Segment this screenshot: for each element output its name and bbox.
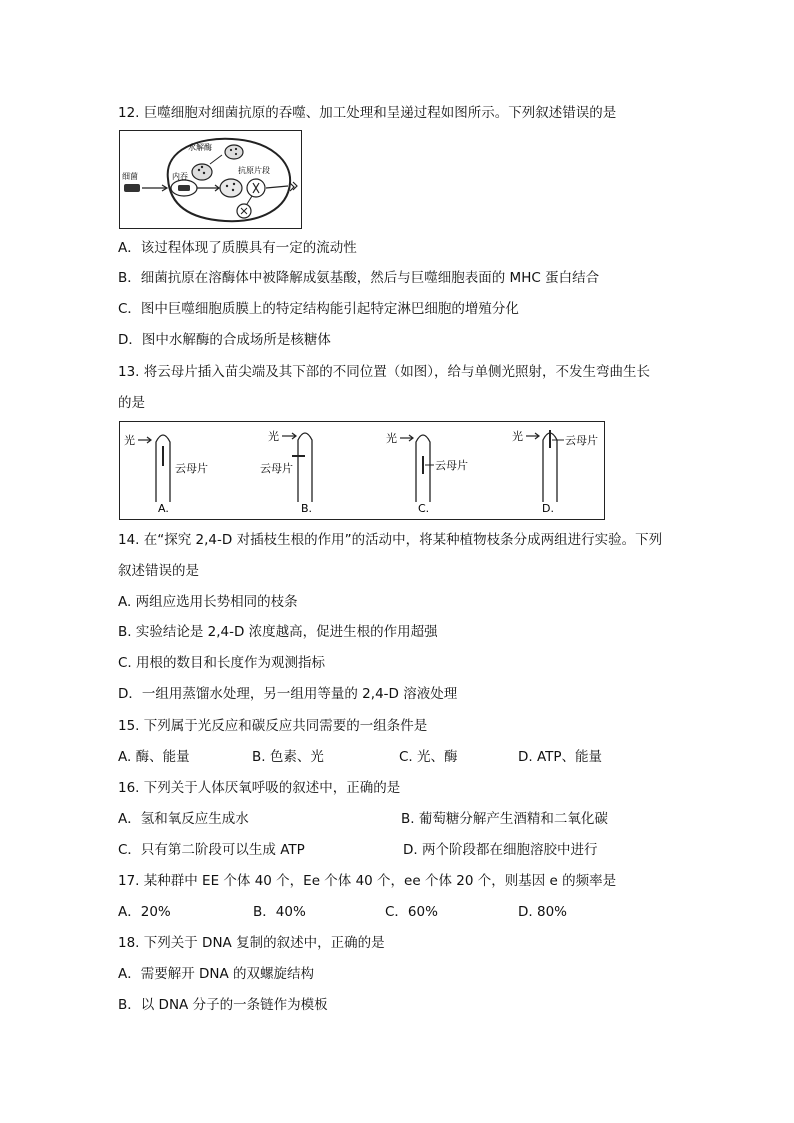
coleoptile-diagram bbox=[120, 422, 604, 519]
q13-stem-line1: 13. 将云母片插入苗尖端及其下部的不同位置（如图），给与单侧光照射，不发生弯曲生长 bbox=[118, 364, 651, 380]
q12-stem: 12. 巨噬细胞对细菌抗原的吞噬、加工处理和呈递过程如图所示。下列叙述错误的是 bbox=[118, 105, 617, 121]
q12-option-a: A．该过程体现了质膜具有一定的流动性 bbox=[118, 240, 357, 256]
q18-stem: 18. 下列关于 DNA 复制的叙述中，正确的是 bbox=[118, 935, 385, 951]
q14-stem-line1: 14. 在“探究 2,4-D 对插枝生根的作用”的活动中，将某种植物枝条分成两组进行实验。下列 bbox=[118, 532, 663, 548]
engulf-label: 内吞 bbox=[172, 172, 188, 181]
svg-text:A.: A. bbox=[158, 502, 169, 515]
svg-text:云母片: 云母片 bbox=[435, 459, 468, 472]
q15-option-d: D. ATP、能量 bbox=[518, 749, 603, 765]
bacteria-label: 细菌 bbox=[122, 172, 138, 181]
q14-option-a: A. 两组应选用长势相同的枝条 bbox=[118, 594, 298, 610]
q15-stem: 15. 下列属于光反应和碳反应共同需要的一组条件是 bbox=[118, 718, 428, 734]
q12-option-b: B．细菌抗原在溶酶体中被降解成氨基酸，然后与巨噬细胞表面的 MHC 蛋白结合 bbox=[118, 270, 600, 286]
svg-text:B.: B. bbox=[301, 502, 313, 515]
svg-text:云母片: 云母片 bbox=[565, 434, 598, 447]
q12-figure bbox=[119, 130, 302, 229]
q14-option-c: C. 用根的数目和长度作为观测指标 bbox=[118, 655, 326, 671]
q15-option-c: C. 光、酶 bbox=[399, 749, 458, 765]
q14-option-d: D．一组用蒸馏水处理，另一组用等量的 2,4-D 溶液处理 bbox=[118, 686, 458, 702]
svg-text:云母片: 云母片 bbox=[260, 462, 293, 475]
q14-option-b: B. 实验结论是 2,4-D 浓度越高，促进生根的作用超强 bbox=[118, 624, 438, 640]
antigen-fragment-label: 抗原片段 bbox=[238, 166, 270, 175]
svg-text:光: 光 bbox=[386, 432, 397, 445]
macrophage-diagram bbox=[120, 131, 301, 228]
q15-option-a: A. 酶、能量 bbox=[118, 749, 190, 765]
svg-text:光: 光 bbox=[124, 434, 135, 447]
q16-option-d: D. 两个阶段都在细胞溶胶中进行 bbox=[403, 842, 598, 858]
q18-option-a: A．需要解开 DNA 的双螺旋结构 bbox=[118, 966, 315, 982]
hydrolase-label: 水解酶 bbox=[188, 143, 212, 152]
svg-text:光: 光 bbox=[268, 430, 279, 443]
q17-option-b: B．40% bbox=[253, 904, 306, 920]
q16-option-c: C．只有第二阶段可以生成 ATP bbox=[118, 842, 305, 858]
q16-stem: 16. 下列关于人体厌氧呼吸的叙述中，正确的是 bbox=[118, 780, 401, 796]
q17-stem: 17. 某种群中 EE 个体 40 个，Ee 个体 40 个，ee 个体 20 个，则基因 e 的频率是 bbox=[118, 873, 617, 889]
q12-option-d: D．图中水解酶的合成场所是核糖体 bbox=[118, 332, 331, 348]
panel-c bbox=[386, 431, 468, 515]
q12-option-c: C．图中巨噬细胞质膜上的特定结构能引起特定淋巴细胞的增殖分化 bbox=[118, 301, 519, 317]
svg-text:C.: C. bbox=[418, 502, 430, 515]
panel-b bbox=[260, 429, 312, 515]
q17-option-a: A．20% bbox=[118, 904, 171, 920]
q17-option-c: C．60% bbox=[385, 904, 438, 920]
svg-text:云母片: 云母片 bbox=[175, 462, 208, 475]
svg-text:光: 光 bbox=[512, 430, 523, 443]
q16-option-a: A．氢和氧反应生成水 bbox=[118, 811, 249, 827]
q17-option-d: D. 80% bbox=[518, 904, 567, 920]
q14-stem-line2: 叙述错误的是 bbox=[118, 563, 199, 579]
panel-a bbox=[124, 433, 208, 515]
panel-d bbox=[512, 429, 598, 515]
q13-stem-line2: 的是 bbox=[118, 395, 145, 411]
q18-option-b: B．以 DNA 分子的一条链作为模板 bbox=[118, 997, 328, 1013]
q16-option-b: B. 葡萄糖分解产生酒精和二氧化碳 bbox=[401, 811, 608, 827]
q15-option-b: B. 色素、光 bbox=[252, 749, 324, 765]
q13-figure bbox=[119, 421, 605, 520]
svg-text:D.: D. bbox=[542, 502, 554, 515]
